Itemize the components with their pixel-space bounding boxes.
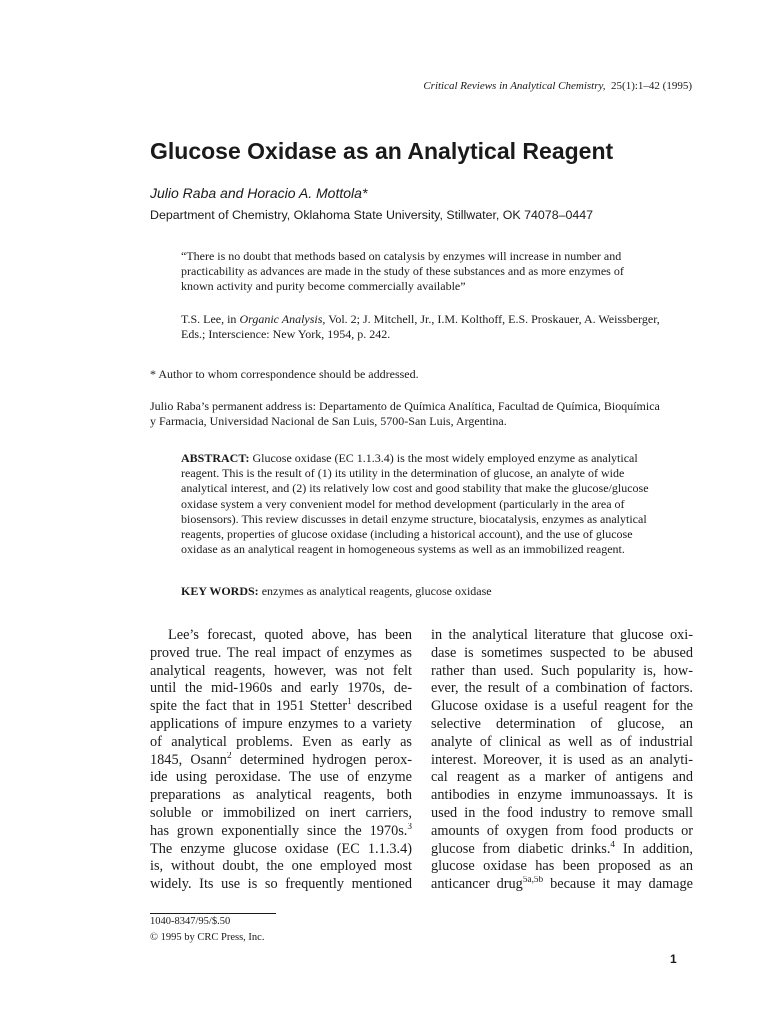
body-line: preparations as analytical reagents, both	[150, 787, 412, 804]
keywords	[181, 584, 693, 599]
body-line: used in the food industry to remove small	[431, 804, 693, 821]
epigraph-line: “There is no doubt that methods based on catalysis by enzymes will increase in number and	[181, 249, 622, 263]
body-text: 1845, Osann	[150, 751, 227, 768]
reference-mark: 2	[226, 751, 232, 761]
body-line: ide using peroxidase. The use of enzyme	[150, 769, 412, 786]
body-line: dase is sometimes suspected to be abused	[431, 644, 693, 661]
reference-mark: 4	[610, 840, 616, 850]
citation-line: Eds.; Interscience: New York, 1954, p. 242.	[181, 327, 391, 342]
epigraph	[181, 249, 693, 295]
correspondence-text: * Author to whom correspondence should be addressed.	[150, 367, 419, 381]
epigraph-line: known activity and purity become commercially available”	[181, 279, 466, 294]
authors: Julio Raba and Horacio A. Mottola	[150, 185, 362, 201]
article-title: Glucose Oxidase as an Analytical Reagent	[150, 138, 614, 164]
author-line	[150, 185, 367, 201]
citation-line	[181, 312, 693, 327]
body-line: The enzyme glucose oxidase (EC 1.1.3.4)	[150, 840, 412, 857]
body-line: ever, the result of a combination of factors.	[431, 680, 693, 697]
body-text: described	[351, 698, 412, 715]
body-line	[431, 876, 693, 894]
copyright: © 1995 by CRC Press, Inc.	[150, 932, 265, 943]
abstract-line: reagents, properties of glucose oxidase (including a historical account), and the use of glucose	[181, 527, 633, 542]
keywords-text: enzymes as analytical reagents, glucose oxidase	[258, 584, 492, 598]
body-column-right	[431, 627, 693, 894]
abstract-label: ABSTRACT:	[181, 451, 250, 465]
body-line: glucose oxidase has been proposed as an	[431, 858, 693, 875]
journal-reference	[423, 80, 692, 92]
correspondence-note	[150, 367, 693, 382]
correspondence-mark: *	[361, 185, 368, 201]
abstract	[181, 451, 693, 557]
keywords-line	[181, 584, 693, 599]
body-line	[150, 823, 412, 841]
cited-book-title: Organic Analysis,	[239, 312, 326, 326]
body-line: rather than used. Such popularity is, how-	[431, 662, 693, 679]
abstract-line: oxidase as an analytical reagent in homogeneous systems as well as an immobilized reagent.	[181, 542, 625, 557]
body-text: because it may damage	[543, 876, 693, 893]
abstract-text: Glucose oxidase (EC 1.1.3.4) is the most widely employed enzyme as analytical	[249, 451, 638, 465]
body-text: determined hydrogen perox-	[231, 751, 412, 768]
footnote-rule	[150, 913, 276, 914]
body-line: analytical reagents, however, was not felt	[150, 662, 412, 679]
citation-text: Vol. 2; J. Mitchell, Jr., I.M. Kolthoff, E.S. Proskauer, A. Weissberger,	[325, 312, 660, 326]
body-line: Glucose oxidase is a useful reagent for the	[431, 698, 693, 715]
body-text: spite the fact that in 1951 Stetter	[150, 698, 348, 715]
body-column-left	[150, 627, 412, 894]
body-text: glucose from diabetic drinks.	[431, 840, 611, 857]
body-line	[150, 752, 412, 770]
address-line: Julio Raba’s permanent address is: Departamento de Química Analítica, Facultad de Química, Bioquímica	[150, 399, 660, 413]
body-text: has grown exponentially since the 1970s.	[150, 822, 408, 839]
body-line: analyte of clinical as well as of industrial	[431, 733, 693, 750]
body-line: Lee’s forecast, quoted above, has been	[168, 627, 412, 643]
epigraph-citation	[181, 312, 693, 342]
journal-name: Critical Reviews in Analytical Chemistry,	[423, 80, 606, 92]
abstract-line: biosensors). This review discusses in detail enzyme structure, biocatalysis, enzymes as analytical	[181, 511, 647, 526]
address-line: y Farmacia, Universidad Nacional de San Luis, 5700-San Luis, Argentina.	[150, 414, 507, 429]
body-line: interest. Moreover, it is used as an analyti-	[431, 751, 693, 768]
reference-mark: 3	[407, 822, 412, 832]
permanent-address-note	[150, 399, 693, 429]
reference-mark: 1	[347, 698, 352, 708]
body-line	[150, 698, 412, 716]
body-line	[431, 841, 693, 859]
body-line: proved true. The real impact of enzymes as	[150, 644, 412, 661]
abstract-line	[181, 451, 693, 466]
citation-text: T.S. Lee, in	[181, 312, 240, 326]
affiliation: Department of Chemistry, Oklahoma State University, Stillwater, OK 74078–0447	[150, 208, 594, 222]
body-text: In addition,	[615, 840, 693, 857]
epigraph-line: practicability as advances are made in the study of these substances and as more enzymes of	[181, 264, 624, 279]
body-line: applications of impure enzymes to a variety	[150, 715, 412, 732]
body-line: widely. Its use is so frequently mentioned	[150, 876, 412, 893]
issn-code: 1040-8347/95/$.50	[150, 916, 231, 927]
body-line: cal reagent as a marker of antigens and	[431, 769, 693, 786]
body-line: selective determination of glucose, an	[431, 715, 693, 732]
abstract-line: analytical interest, and (2) its relatively low cost and good stability that make the glucose/glucose	[181, 481, 649, 496]
body-line: of analytical problems. Even as early as	[150, 733, 412, 750]
body-line: amounts of oxygen from food products or	[431, 822, 693, 839]
body-line: until the mid-1960s and early 1970s, de-	[150, 680, 412, 697]
body-line: antibodies in enzyme immunoassays. It is	[431, 787, 693, 804]
page-number: 1	[670, 952, 677, 966]
body-text: anticancer drug	[431, 876, 523, 893]
body-line: is, without doubt, the one employed most	[150, 858, 412, 875]
body-line: in the analytical literature that glucose oxi-	[431, 627, 693, 643]
keywords-label: KEY WORDS:	[181, 584, 259, 598]
volume-info: 25(1):1–42 (1995)	[611, 80, 692, 92]
abstract-line: reagent. This is the result of (1) its utility in the determination of glucose, an analyte of wide	[181, 466, 625, 481]
body-line: soluble or immobilized on inert carriers,	[150, 804, 412, 821]
reference-mark: 5a,5b	[522, 876, 544, 886]
abstract-line: oxidase system a very convenient model for method development (particularly in the area of	[181, 496, 625, 511]
